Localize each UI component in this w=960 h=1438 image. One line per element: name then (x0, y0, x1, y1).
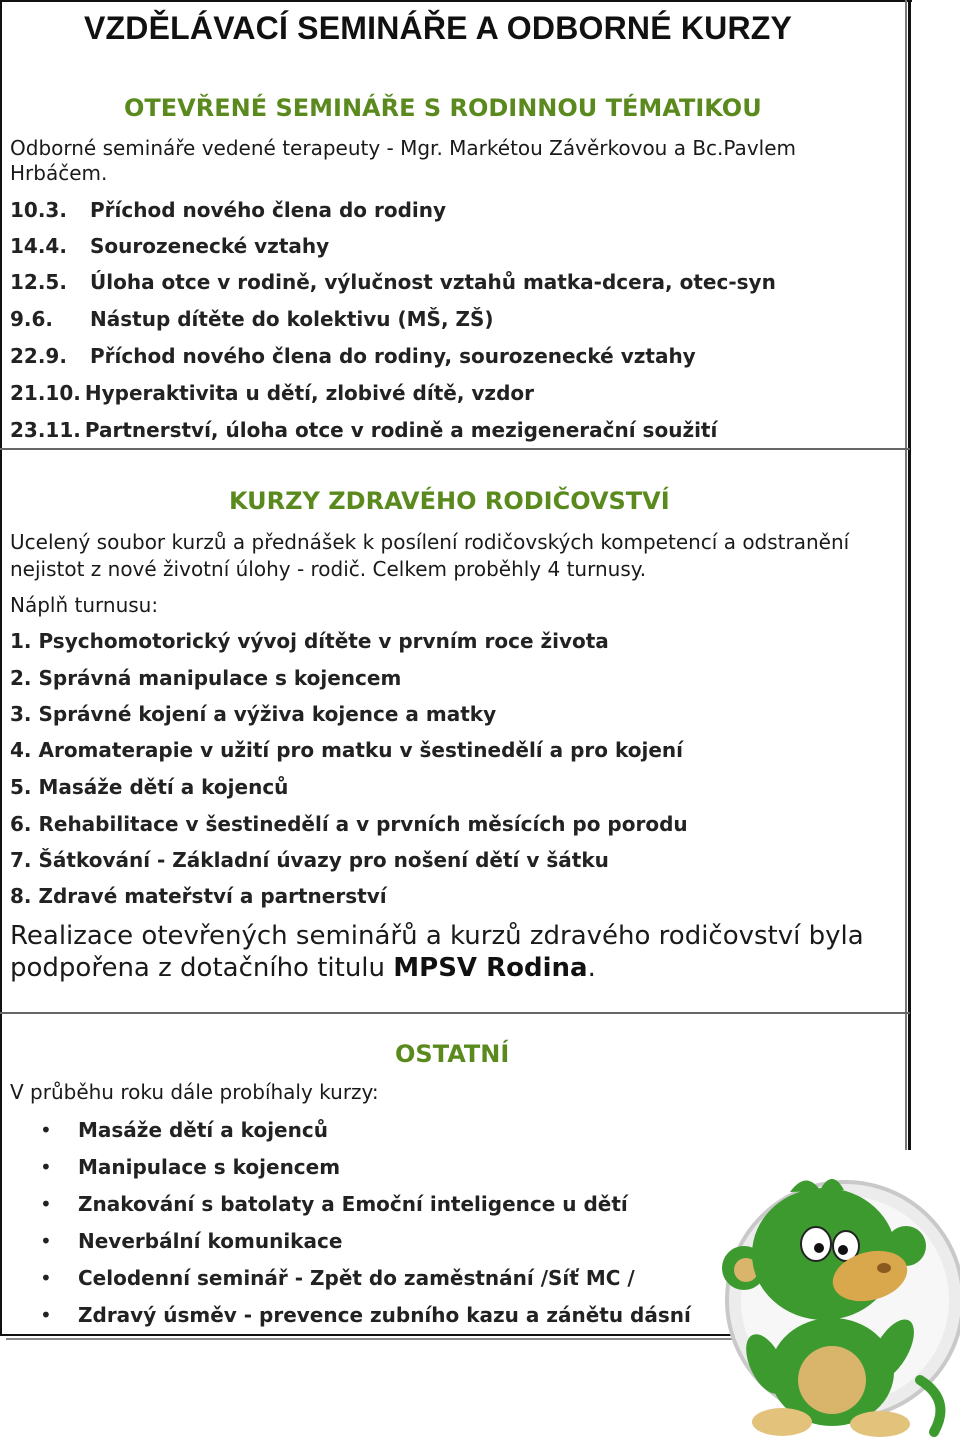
course-item: 8. Zdravé mateřství a partnerství (10, 884, 387, 908)
section-divider-2 (0, 1012, 910, 1014)
list-item-label: Masáže dětí a kojenců (78, 1118, 328, 1142)
funding-suffix: . (587, 953, 596, 983)
course-item: 5. Masáže dětí a kojenců (10, 775, 289, 799)
section-divider-1 (0, 448, 910, 450)
seminar-topic: Nástup dítěte do kolektivu (MŠ, ZŠ) (90, 307, 494, 331)
course-item: 4. Aromaterapie v užití pro matku v šestinedělí a pro kojení (10, 738, 683, 762)
seminar-topic: Sourozenecké vztahy (90, 234, 330, 258)
course-item: 2. Správná manipulace s kojencem (10, 666, 402, 690)
seminar-date: 10.3. (10, 198, 67, 222)
list-item (40, 1229, 342, 1253)
list-item (40, 1303, 691, 1327)
seminar-row (10, 307, 494, 331)
seminar-topic: Úloha otce v rodině, výlučnost vztahů matka-dcera, otec-syn (90, 270, 776, 294)
course-item: 3. Správné kojení a výživa kojence a matky (10, 702, 497, 726)
bullet-icon: • (40, 1192, 52, 1216)
course-content-label: Náplň turnusu: (10, 593, 159, 617)
list-item (40, 1118, 328, 1142)
seminar-date: 23.11. (10, 418, 81, 442)
section1-intro-line2: Hrbáčem. (10, 161, 108, 185)
seminar-row (10, 418, 717, 442)
seminar-date: 22.9. (10, 344, 67, 368)
funding-line2 (10, 952, 864, 984)
list-item (40, 1266, 635, 1290)
list-item-label: Zdravý úsměv - prevence zubního kazu a zánětu dásní (78, 1303, 691, 1327)
funding-note (10, 920, 864, 984)
frame-bottom-shadow (6, 1338, 744, 1340)
seminar-row (10, 234, 329, 258)
frame-bottom-border (0, 1334, 740, 1336)
page-title: VZDĚLÁVACÍ SEMINÁŘE A ODBORNÉ KURZY (84, 10, 793, 46)
course-item: 6. Rehabilitace v šestinedělí a v prvních měsících po porodu (10, 812, 688, 836)
list-item-label: Celodenní seminář - Zpět do zaměstnání /Síť MC / (78, 1266, 635, 1290)
list-item-label: Manipulace s kojencem (78, 1155, 341, 1179)
seminar-row (10, 270, 776, 294)
bullet-icon: • (40, 1266, 52, 1290)
list-item-label: Znakování s batolaty a Emoční inteligence u dětí (78, 1192, 628, 1216)
seminar-row (10, 198, 446, 222)
bullet-icon: • (40, 1155, 52, 1179)
list-item-label: Neverbální komunikace (78, 1229, 343, 1253)
section-heading-other: OSTATNÍ (395, 1040, 510, 1068)
bullet-icon: • (40, 1303, 52, 1327)
seminar-row (10, 344, 696, 368)
seminar-topic: Příchod nového člena do rodiny (90, 198, 447, 222)
section3-intro: V průběhu roku dále probíhaly kurzy: (10, 1080, 379, 1104)
seminar-date: 12.5. (10, 270, 67, 294)
frame-right-border (908, 0, 911, 1150)
frame-top-border (0, 0, 912, 2)
course-item: 7. Šátkování - Základní úvazy pro nošení dětí v šátku (10, 848, 609, 872)
green-monkey-plush-mascot-icon (720, 1150, 960, 1438)
seminar-date: 9.6. (10, 307, 54, 331)
list-item (40, 1155, 340, 1179)
seminar-row (10, 381, 534, 405)
bullet-icon: • (40, 1229, 52, 1253)
bullet-icon: • (40, 1118, 52, 1142)
funding-prefix: podpořena z dotačního titulu (10, 953, 394, 983)
section-heading-parenting-courses: KURZY ZDRAVÉHO RODIČOVSTVÍ (229, 487, 670, 515)
section1-intro-line1: Odborné semináře vedené terapeuty - Mgr. Markétou Závěrkovou a Bc.Pavlem (10, 136, 796, 160)
funding-line1: Realizace otevřených seminářů a kurzů zdravého rodičovství byla (10, 921, 864, 951)
seminar-date: 21.10. (10, 381, 81, 405)
frame-right-inner-border (905, 0, 907, 1150)
section-heading-open-seminars: OTEVŘENÉ SEMINÁŘE S RODINNOU TÉMATIKOU (124, 94, 762, 122)
list-item (40, 1192, 628, 1216)
frame-left-border (0, 0, 2, 1336)
seminar-topic: Hyperaktivita u dětí, zlobivé dítě, vzdor (84, 381, 534, 405)
section2-intro-line2: nejistot z nové životní úlohy - rodič. Celkem proběhly 4 turnusy. (10, 557, 647, 581)
seminar-date: 14.4. (10, 234, 67, 258)
funding-program-name: MPSV Rodina (393, 953, 588, 983)
seminar-topic: Partnerství, úloha otce v rodině a mezigenerační soužití (84, 418, 718, 442)
section2-intro-line1: Ucelený soubor kurzů a přednášek k posílení rodičovských kompetencí a odstranění (10, 530, 850, 554)
seminar-topic: Příchod nového člena do rodiny, sourozenecké vztahy (90, 344, 696, 368)
course-item: 1. Psychomotorický vývoj dítěte v prvním roce života (10, 629, 609, 653)
